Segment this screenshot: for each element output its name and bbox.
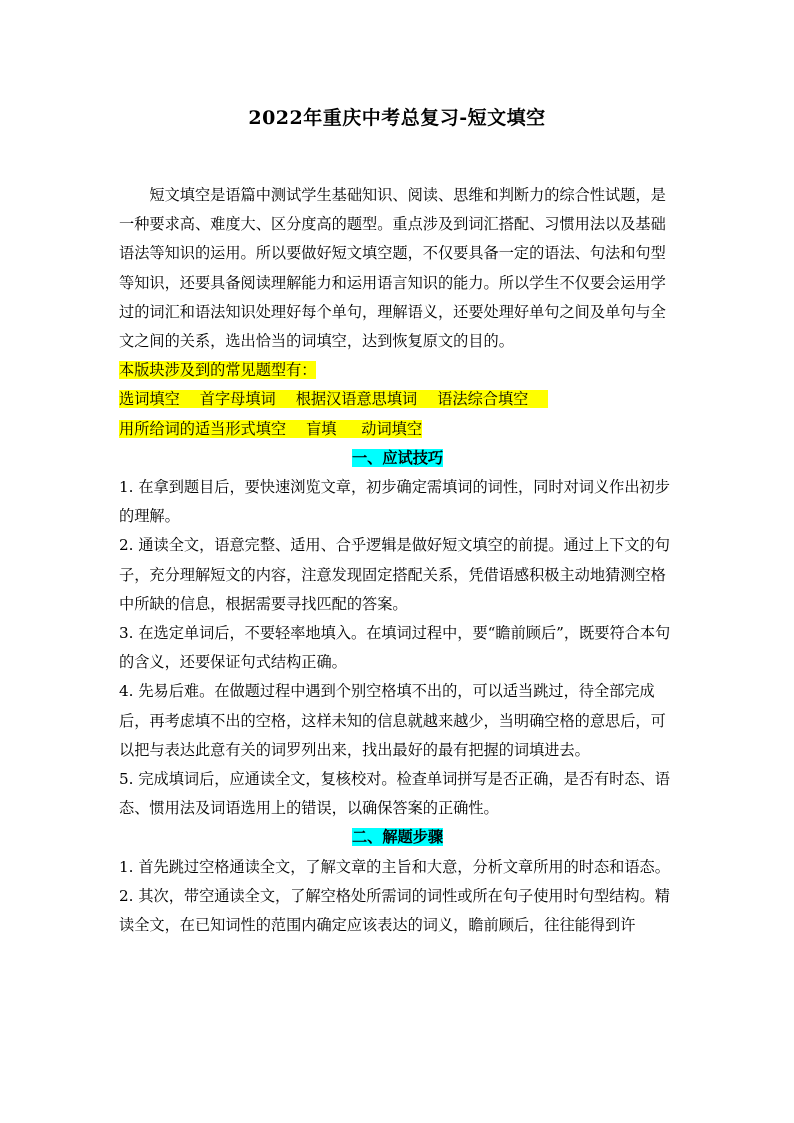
step-item-1: 1. 首先跳过空格通读全文，了解文章的主旨和大意，分析文章所用的时态和语态。: [119, 857, 670, 876]
tip-item-2: 2. 通读全文，语意完整、适用、合乎逻辑是做好短文填空的前提。通过上下文的句子，充分理解短文的内容，注意发现固定搭配关系，凭借语感积极主动地猜测空格中所缺的信息，根据需要寻找匹配的答案。: [119, 536, 670, 613]
tip-item-3: 3. 在选定单词后，不要轻率地填入。在填词过程中，要“瞻前顾后”，既要符合本句 的含义，还要保证句式结构正确。: [119, 624, 671, 672]
question-types-heading: 本版块涉及到的常见题型有：: [119, 361, 317, 380]
step-item-2: 2. 其次，带空通读全文，了解空格处所需词的词性或所在句子使用时句型结构。精读全文，在已知词性的范围内确定应该表达的词义，瞻前顾后，往往能得到许: [119, 886, 670, 935]
document-title: 2022年重庆中考总复习-短文填空: [248, 107, 546, 129]
tip-item-1: 1. 在拿到题目后，要快速浏览文章，初步确定需填词的词性，同时对词义作出初步的理解。: [119, 478, 670, 526]
section-heading-solving-steps: 二、解题步骤: [351, 828, 444, 847]
document-body: [119, 181, 676, 940]
intro-paragraph: 短文填空是语篇中测试学生基础知识、阅读、思维和判断力的综合性试题，是一种要求高、难度大、区分度高的题型。重点涉及到词汇搭配、习惯用法以及基础语法等知识的运用。所以要做好短文填空题，不仅要具备一定的语法、句法和句型等知识，还要具备阅读理解能力和运用语言知识的能力。所以学生不仅要会运用学过的词汇和语法知识处理好每个单句，理解语义，还要处理好单句之间及单句与全文之间的关系，选出恰当的词填空，达到恢复原文的目的。: [119, 186, 666, 351]
section-heading-test-tips: 一、应试技巧: [351, 448, 444, 467]
question-types-line-2: 用所给词的适当形式填空 盲填 动词填空: [119, 419, 423, 438]
tip-item-5: 5. 完成填词后，应通读全文，复核校对。检查单词拼写是否正确，是否有时态、语态、惯用法及词语选用上的错误，以确保答案的正确性。: [119, 770, 670, 818]
tip-item-4: 4. 先易后难。在做题过程中遇到个别空格填不出的，可以适当跳过，待全部完成后，再考虑填不出的空格，这样未知的信息就越来越少，当明确空格的意思后，可以把与表达此意有关的词罗列出来，找出最好的最有把握的词填进去。: [119, 682, 666, 759]
question-types-line-1: 选词填空 首字母填词 根据汉语意思填词 语法综合填空: [119, 390, 549, 409]
